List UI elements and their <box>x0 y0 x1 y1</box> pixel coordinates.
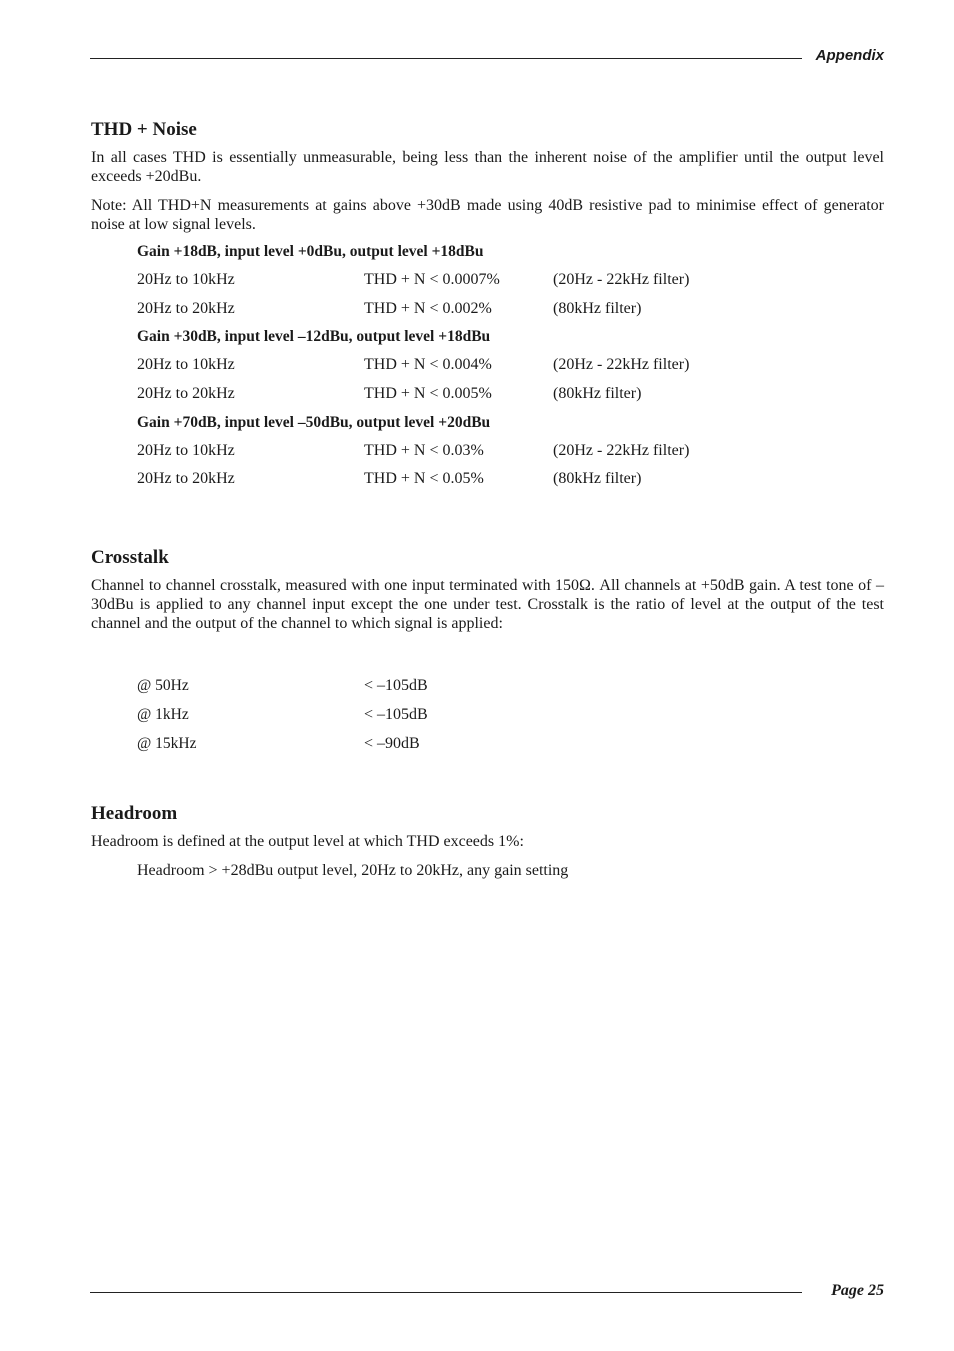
spec-filter: (80kHz filter) <box>553 385 642 403</box>
spec-value: THD + N < 0.0007% <box>364 271 500 288</box>
crosstalk-row <box>137 671 884 700</box>
gain-heading: Gain +18dB, input level +0dBu, output level +18dBu <box>137 243 484 260</box>
crosstalk-paragraph: Channel to channel crosstalk, measured with one input terminated with 150Ω. All channels at +50dB gain. A test tone of –30dBu is applied to any channel input except the one under test. Crosstalk is the ratio of level at the output of the test channel and the output of the channel to which signal is applied: <box>91 577 884 632</box>
spec-value: THD + N < 0.002% <box>364 299 492 317</box>
headroom-heading: Headroom <box>91 803 178 824</box>
spec-range: 20Hz to 10kHz <box>137 271 235 288</box>
thd-spec-list <box>137 238 884 494</box>
spec-range: 20Hz to 10kHz <box>137 356 235 374</box>
spec-row <box>137 437 884 466</box>
spec-value: THD + N < 0.03% <box>364 441 484 459</box>
crosstalk-value: < –105dB <box>364 706 428 723</box>
headroom-section <box>91 802 884 880</box>
crosstalk-frequency: @ 15kHz <box>137 735 197 752</box>
spec-filter: (20Hz - 22kHz filter) <box>553 441 690 459</box>
thd-paragraph-2: Note: All THD+N measurements at gains above +30dB made using 40dB resistive pad to minimise effect of generator noise at low signal levels. <box>91 197 884 233</box>
spec-row <box>137 351 884 380</box>
crosstalk-row <box>137 700 884 729</box>
gain-heading: Gain +70dB, input level –50dBu, output level +20dBu <box>137 413 491 431</box>
headroom-spec: Headroom > +28dBu output level, 20Hz to 20kHz, any gain setting <box>137 862 569 879</box>
spec-filter: (20Hz - 22kHz filter) <box>553 356 690 374</box>
spec-row <box>137 295 884 324</box>
crosstalk-row <box>137 729 884 758</box>
spec-filter: (80kHz filter) <box>553 470 642 488</box>
spec-value: THD + N < 0.05% <box>364 470 484 488</box>
thd-paragraph-1: In all cases THD is essentially unmeasurable, being less than the inherent noise of the amplifier until the output level exceeds +20dBu. <box>91 149 884 185</box>
crosstalk-value: < –105dB <box>364 677 428 694</box>
section-label: Appendix <box>815 47 884 64</box>
crosstalk-section <box>91 546 884 758</box>
spec-filter: (80kHz filter) <box>553 299 642 317</box>
spec-range: 20Hz to 20kHz <box>137 299 235 317</box>
gain-heading: Gain +30dB, input level –12dBu, output level +18dBu <box>137 328 491 346</box>
footer-rule <box>90 1292 802 1293</box>
spec-row <box>137 380 884 409</box>
spec-row <box>137 266 884 295</box>
crosstalk-heading: Crosstalk <box>91 547 169 568</box>
spec-row <box>137 465 884 494</box>
crosstalk-frequency: @ 50Hz <box>137 677 189 694</box>
crosstalk-list <box>137 671 884 758</box>
spec-value: THD + N < 0.004% <box>364 356 492 374</box>
spec-range: 20Hz to 20kHz <box>137 385 235 403</box>
spec-value: THD + N < 0.005% <box>364 385 492 403</box>
headroom-paragraph: Headroom is defined at the output level at which THD exceeds 1%: <box>91 833 524 850</box>
spec-range: 20Hz to 20kHz <box>137 470 235 488</box>
page-number: Page 25 <box>831 1282 884 1299</box>
crosstalk-value: < –90dB <box>364 735 420 752</box>
thd-heading: THD + Noise <box>91 119 197 140</box>
page-content <box>91 118 884 879</box>
spec-range: 20Hz to 10kHz <box>137 441 235 459</box>
thd-section <box>91 118 884 494</box>
spec-filter: (20Hz - 22kHz filter) <box>553 271 690 288</box>
crosstalk-frequency: @ 1kHz <box>137 706 189 723</box>
header-rule <box>90 58 802 59</box>
